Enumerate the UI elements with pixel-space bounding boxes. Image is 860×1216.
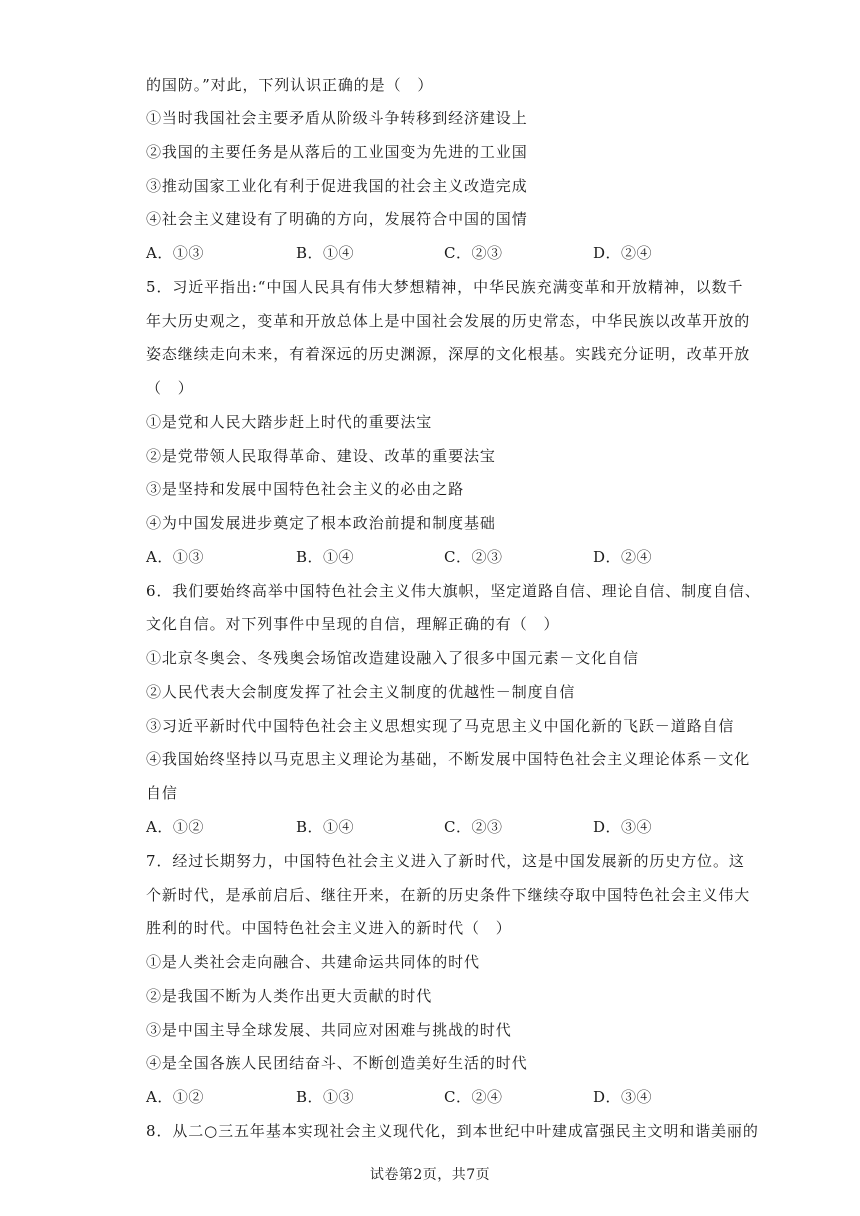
option-a[interactable]: A．①② [146,818,204,836]
text-line: （ ） [146,379,194,397]
text-line: 文化自信。对下列事件中呈现的自信，理解正确的有（ ） [146,615,560,633]
option-a[interactable]: A．①② [146,1088,204,1106]
text-line: ②我国的主要任务是从落后的工业国变为先进的工业国 [146,143,528,161]
question-8-text: 8．从二○三五年基本实现社会主义现代化，到本世纪中叶建成富强民主文明和谐美丽的 [146,1122,759,1140]
text-line: ②人民代表大会制度发挥了社会主义制度的优越性－制度自信 [146,683,576,701]
text-line: ③是坚持和发展中国特色社会主义的必由之路 [146,480,465,498]
text-line: ③习近平新时代中国特色社会主义思想实现了马克思主义中国化新的飞跃－道路自信 [146,717,735,735]
option-c[interactable]: C．②④ [444,1088,503,1106]
text-line: ④为中国发展进步奠定了根本政治前提和制度基础 [146,514,496,532]
text-line: ②是我国不断为人类作出更大贡献的时代 [146,987,433,1005]
text-line: 的国防。”对此，下列认识正确的是（ ） [146,76,434,94]
option-b[interactable]: B．①④ [296,818,355,836]
text-line: ④我国始终坚持以马克思主义理论为基础，不断发展中国特色社会主义理论体系－文化 [146,750,751,768]
answer-options [146,547,706,567]
text-line: ①北京冬奥会、冬残奥会场馆改造建设融入了很多中国元素－文化自信 [146,649,639,667]
text-line: 个新时代，是承前启后、继往开来，在新的历史条件下继续夺取中国特色社会主义伟大 [146,886,751,904]
text-line: ②是党带领人民取得革命、建设、改革的重要法宝 [146,447,496,465]
option-d[interactable]: D．③④ [593,1088,653,1106]
answer-options [146,243,706,263]
text-line: ③是中国主导全球发展、共同应对困难与挑战的时代 [146,1021,512,1039]
option-c[interactable]: C．②③ [444,548,503,566]
option-d[interactable]: D．②④ [593,244,653,262]
option-c[interactable]: C．②③ [444,818,503,836]
answer-options [146,1087,706,1107]
page-footer: 试卷第2页，共7页 [369,1167,491,1183]
text-line: 年大历史观之，变革和开放总体上是中国社会发展的历史常态，中华民族以改革开放的 [146,312,751,330]
text-line: ③推动国家工业化有利于促进我国的社会主义改造完成 [146,177,528,195]
text-line: 姿态继续走向未来，有着深远的历史渊源，深厚的文化根基。实践充分证明，改革开放 [146,345,751,363]
option-b[interactable]: B．①④ [296,548,355,566]
text-line: 自信 [146,784,178,802]
question-6-text: 6．我们要始终高举中国特色社会主义伟大旗帜，坚定道路自信、理论自信、制度自信、 [146,582,761,600]
option-a[interactable]: A．①③ [146,244,204,262]
text-line: 胜利的时代。中国特色社会主义进入的新时代（ ） [146,919,512,937]
option-b[interactable]: B．①④ [296,244,355,262]
text-line: ①是党和人民大踏步赶上时代的重要法宝 [146,413,433,431]
text-line: ④是全国各族人民团结奋斗、不断创造美好生活的时代 [146,1054,528,1072]
text-line: ①是人类社会走向融合、共建命运共同体的时代 [146,953,480,971]
option-d[interactable]: D．③④ [593,818,653,836]
option-d[interactable]: D．②④ [593,548,653,566]
option-b[interactable]: B．①③ [296,1088,355,1106]
question-7-text: 7．经过长期努力，中国特色社会主义进入了新时代，这是中国发展新的历史方位。这 [146,852,745,870]
text-line: ①当时我国社会主要矛盾从阶级斗争转移到经济建设上 [146,109,528,127]
text-line: ④社会主义建设有了明确的方向，发展符合中国的国情 [146,210,528,228]
question-5-text: 5．习近平指出:“中国人民具有伟大梦想精神，中华民族充满变革和开放精神，以数千 [146,278,744,296]
option-c[interactable]: C．②③ [444,244,503,262]
answer-options [146,817,706,837]
option-a[interactable]: A．①③ [146,548,204,566]
